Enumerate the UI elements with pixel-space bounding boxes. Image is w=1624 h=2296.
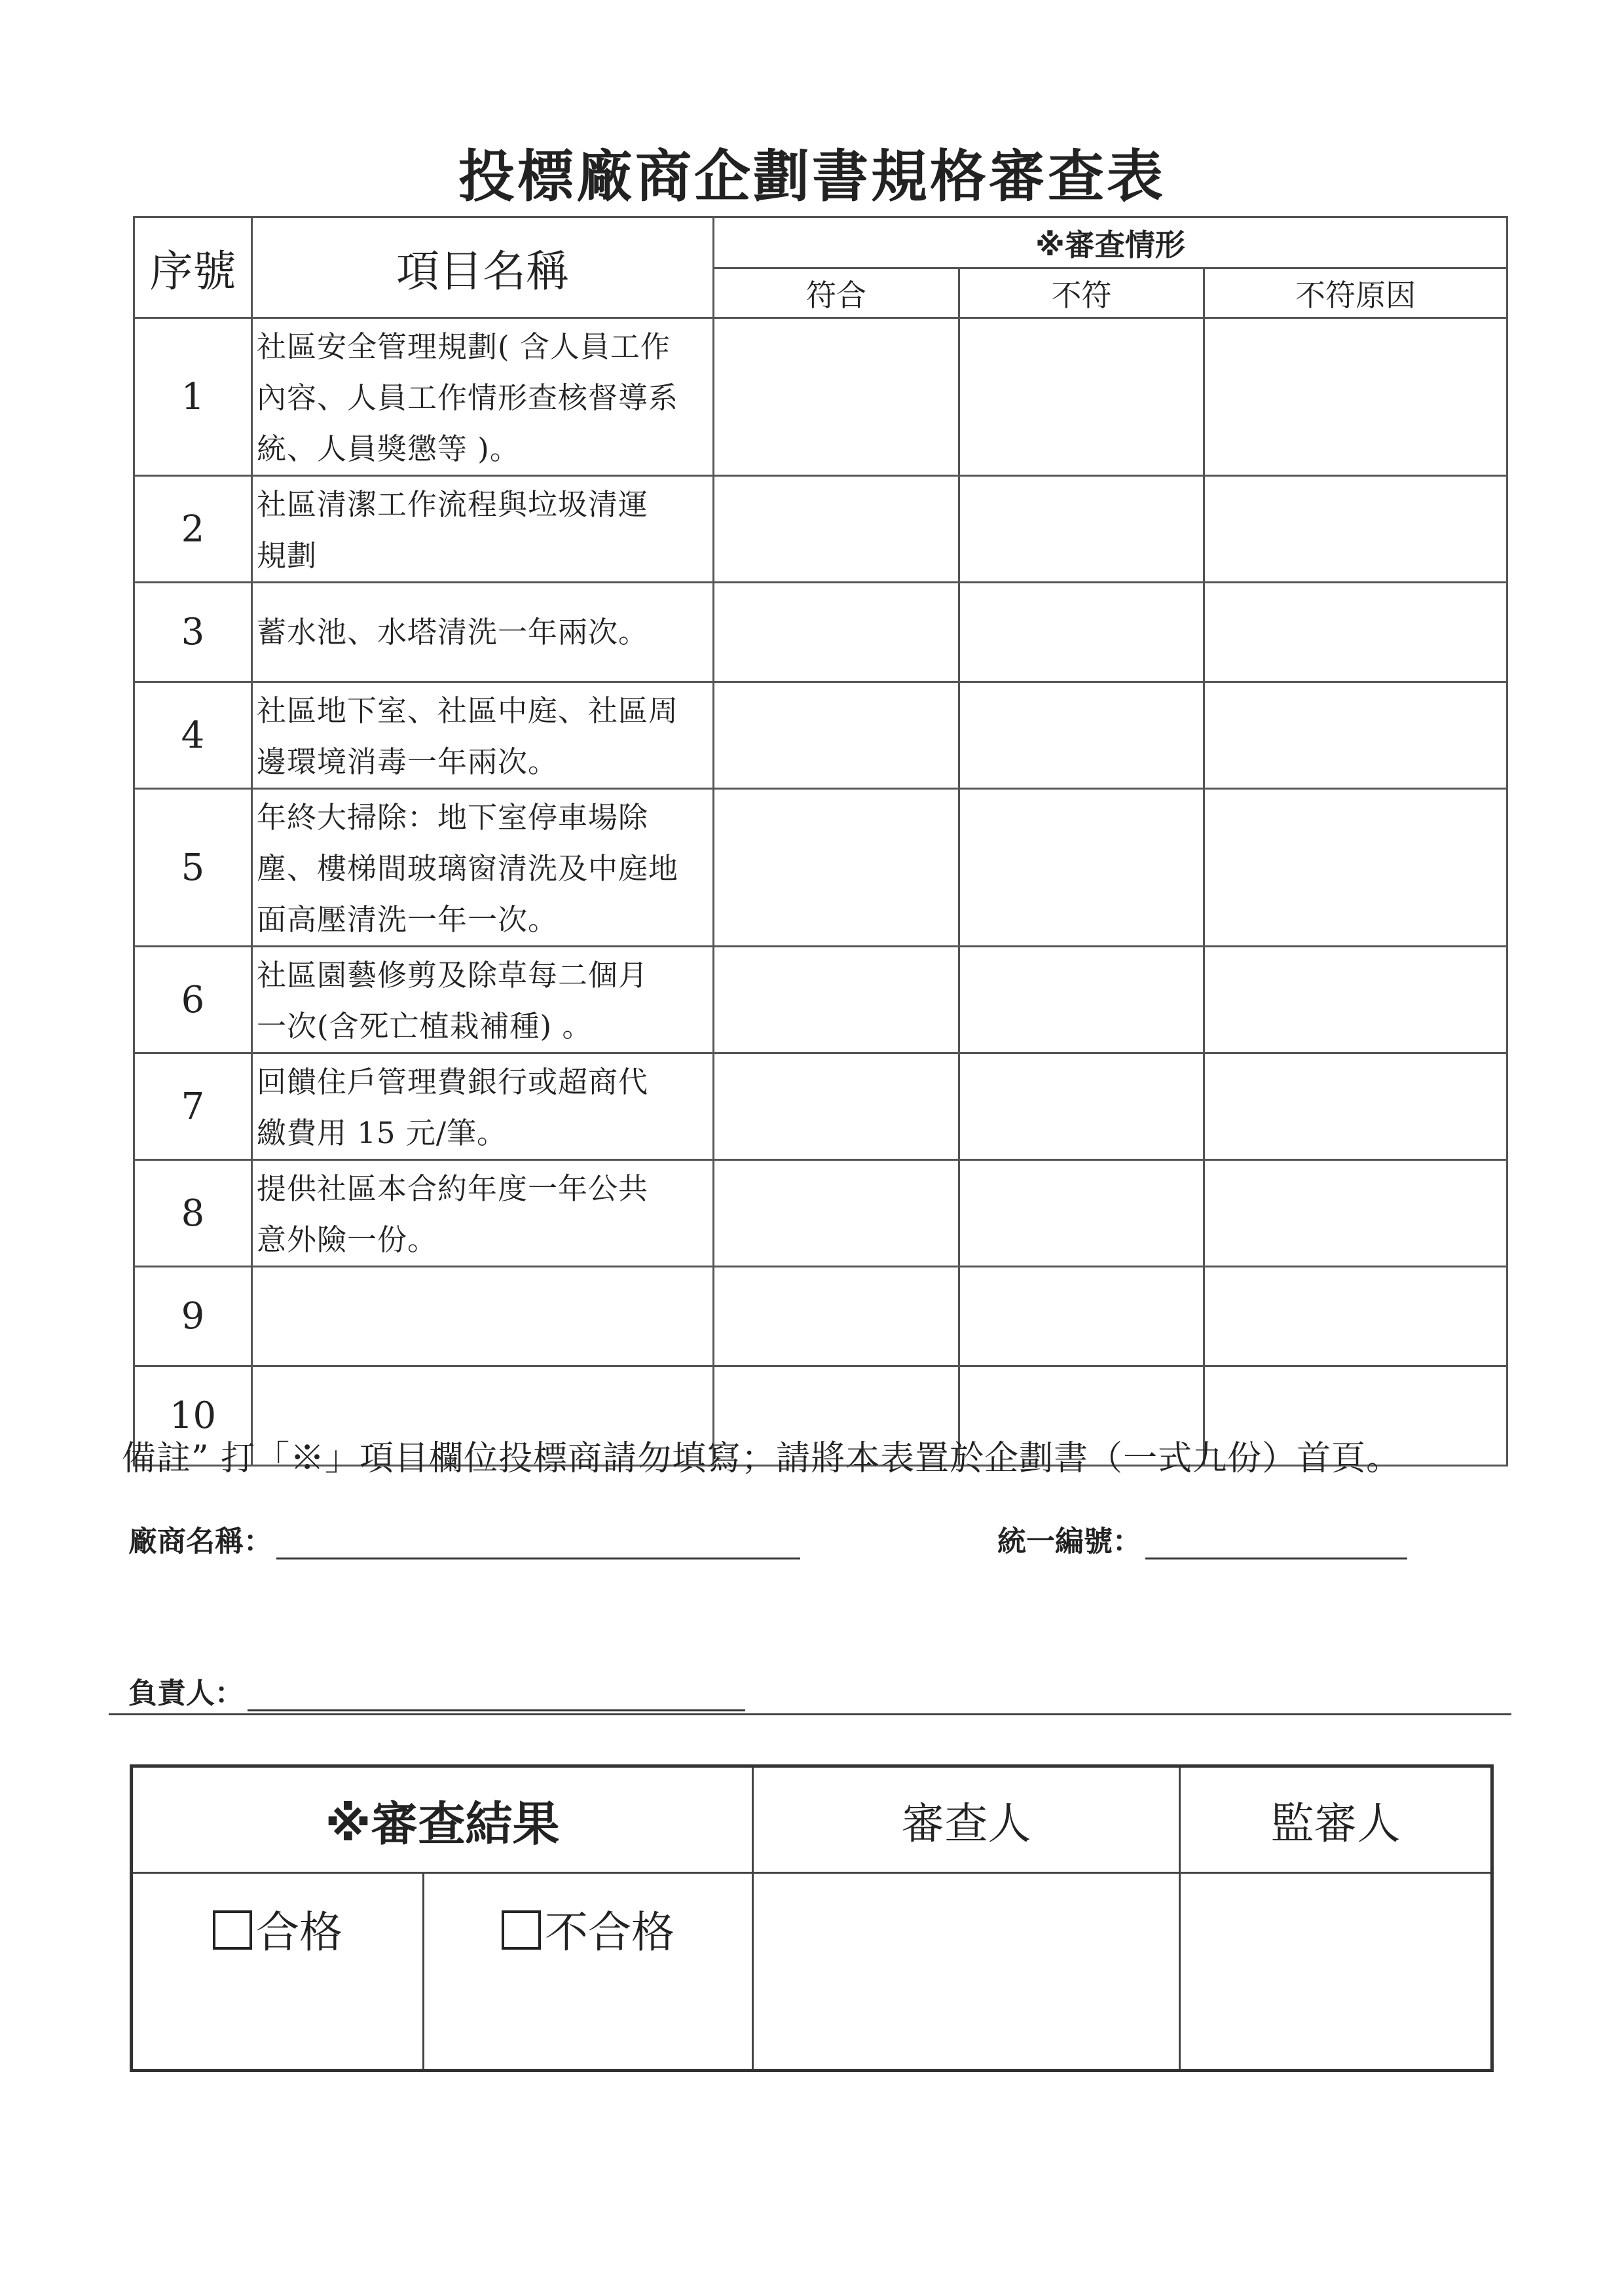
fail-option[interactable] bbox=[424, 1873, 753, 2071]
header-item-name: 項目名稱 bbox=[252, 217, 714, 318]
row-item-name bbox=[252, 789, 714, 947]
reason-cell[interactable] bbox=[1204, 682, 1507, 789]
row-seq: 9 bbox=[134, 1267, 252, 1366]
row-seq: 3 bbox=[134, 583, 252, 682]
table-row bbox=[134, 476, 1507, 583]
nonconform-cell[interactable] bbox=[959, 1053, 1204, 1160]
section-divider bbox=[109, 1713, 1511, 1715]
row-item-line: 年終大掃除：地下室停車場除 bbox=[257, 800, 649, 835]
nonconform-cell[interactable] bbox=[959, 947, 1204, 1053]
header-conform: 符合 bbox=[714, 268, 959, 318]
nonconform-cell[interactable] bbox=[959, 789, 1204, 947]
row-item-line: 繳費用 15 元/筆。 bbox=[257, 1116, 507, 1150]
row-item-name bbox=[252, 583, 714, 682]
supervisor-heading: 監審人 bbox=[1180, 1766, 1492, 1873]
reason-cell[interactable] bbox=[1204, 1053, 1507, 1160]
row-seq: 10 bbox=[134, 1366, 252, 1466]
row-item-line: 社區安全管理規劃( 含人員工作 bbox=[257, 329, 671, 364]
row-item-line: 一次(含死亡植栽補種) 。 bbox=[257, 1009, 593, 1044]
table-row bbox=[134, 318, 1507, 476]
pass-checkbox[interactable] bbox=[213, 1910, 252, 1950]
row-item-name bbox=[252, 476, 714, 583]
tax-id-field bbox=[997, 1518, 1407, 1559]
row-item-line: 統、人員獎懲等 )。 bbox=[257, 431, 520, 466]
pass-option[interactable] bbox=[132, 1873, 424, 2071]
reason-cell[interactable] bbox=[1204, 1267, 1507, 1366]
row-item-line: 規劃 bbox=[257, 538, 318, 573]
review-result-table bbox=[130, 1764, 1494, 2072]
row-item-line: 意外險一份。 bbox=[257, 1222, 438, 1257]
nonconform-cell[interactable] bbox=[959, 318, 1204, 476]
row-item-line: 社區地下室、社區中庭、社區周 bbox=[257, 693, 679, 728]
table-row bbox=[134, 947, 1507, 1053]
header-nonconform-reason: 不符原因 bbox=[1204, 268, 1507, 318]
responsible-person-label: 負責人： bbox=[128, 1677, 244, 1710]
vendor-name-blank[interactable] bbox=[276, 1531, 800, 1559]
row-seq: 8 bbox=[134, 1160, 252, 1267]
supervisor-signature-cell[interactable] bbox=[1180, 1873, 1492, 2071]
vendor-name-field bbox=[128, 1518, 800, 1559]
reason-cell[interactable] bbox=[1204, 476, 1507, 583]
row-item-line: 回饋住戶管理費銀行或超商代 bbox=[257, 1065, 649, 1099]
nonconform-cell[interactable] bbox=[959, 1267, 1204, 1366]
conform-cell[interactable] bbox=[714, 947, 959, 1053]
conform-cell[interactable] bbox=[714, 583, 959, 682]
page-title: 投標廠商企劃書規格審查表 bbox=[458, 143, 1166, 210]
conform-cell[interactable] bbox=[714, 1053, 959, 1160]
reason-cell[interactable] bbox=[1204, 1160, 1507, 1267]
row-item-name bbox=[252, 947, 714, 1053]
nonconform-cell[interactable] bbox=[959, 1160, 1204, 1267]
reviewer-signature-cell[interactable] bbox=[753, 1873, 1180, 2071]
row-seq: 5 bbox=[134, 789, 252, 947]
row-item-line: 社區清潔工作流程與垃圾清運 bbox=[257, 487, 649, 522]
header-nonconform: 不符 bbox=[959, 268, 1204, 318]
responsible-person-blank[interactable] bbox=[248, 1683, 745, 1711]
table-row bbox=[134, 1267, 1507, 1366]
nonconform-cell[interactable] bbox=[959, 583, 1204, 682]
row-item-name bbox=[252, 1053, 714, 1160]
row-seq: 4 bbox=[134, 682, 252, 789]
table-row bbox=[134, 1053, 1507, 1160]
responsible-person-field bbox=[128, 1669, 745, 1711]
nonconform-cell[interactable] bbox=[959, 476, 1204, 583]
row-seq: 6 bbox=[134, 947, 252, 1053]
reason-cell[interactable] bbox=[1204, 583, 1507, 682]
review-result-heading: ※審查結果 bbox=[132, 1766, 753, 1873]
conform-cell[interactable] bbox=[714, 318, 959, 476]
table-row bbox=[134, 682, 1507, 789]
conform-cell[interactable] bbox=[714, 476, 959, 583]
row-item-name bbox=[252, 318, 714, 476]
tax-id-label: 統一編號： bbox=[997, 1525, 1141, 1558]
vendor-name-label: 廠商名稱： bbox=[128, 1525, 272, 1558]
conform-cell[interactable] bbox=[714, 789, 959, 947]
row-item-name bbox=[252, 1160, 714, 1267]
remark-note: 備註” 打「※」項目欄位投標商請勿填寫；請將本表置於企劃書（一式九份）首頁。 bbox=[122, 1439, 1401, 1478]
nonconform-cell[interactable] bbox=[959, 682, 1204, 789]
table-row bbox=[134, 1160, 1507, 1267]
row-seq: 7 bbox=[134, 1053, 252, 1160]
conform-cell[interactable] bbox=[714, 1160, 959, 1267]
table-row bbox=[134, 789, 1507, 947]
pass-label: 合格 bbox=[256, 1907, 342, 1958]
row-item-line: 邊環境消毒一年兩次。 bbox=[257, 744, 559, 779]
row-item-line: 塵、樓梯間玻璃窗清洗及中庭地 bbox=[257, 851, 679, 886]
row-item-line: 面高壓清洗一年一次。 bbox=[257, 902, 559, 937]
row-item-line: 蓄水池、水塔清洗一年兩次。 bbox=[257, 614, 649, 649]
reviewer-heading: 審查人 bbox=[753, 1766, 1180, 1873]
reason-cell[interactable] bbox=[1204, 318, 1507, 476]
reason-cell[interactable] bbox=[1204, 789, 1507, 947]
tax-id-blank[interactable] bbox=[1145, 1531, 1407, 1559]
header-review-status: ※審查情形 bbox=[714, 217, 1507, 268]
row-item-line: 提供社區本合約年度一年公共 bbox=[257, 1171, 649, 1206]
row-item-name bbox=[252, 682, 714, 789]
row-item-name bbox=[252, 1267, 714, 1366]
header-seq: 序號 bbox=[134, 217, 252, 318]
table-row bbox=[134, 583, 1507, 682]
row-seq: 1 bbox=[134, 318, 252, 476]
reason-cell[interactable] bbox=[1204, 947, 1507, 1053]
conform-cell[interactable] bbox=[714, 1267, 959, 1366]
spec-review-table bbox=[133, 216, 1508, 1467]
fail-checkbox[interactable] bbox=[502, 1910, 541, 1950]
conform-cell[interactable] bbox=[714, 682, 959, 789]
row-seq: 2 bbox=[134, 476, 252, 583]
row-item-line: 內容、人員工作情形查核督導系 bbox=[257, 380, 679, 415]
row-item-line: 社區園藝修剪及除草每二個月 bbox=[257, 958, 649, 993]
fail-label: 不合格 bbox=[545, 1907, 674, 1958]
